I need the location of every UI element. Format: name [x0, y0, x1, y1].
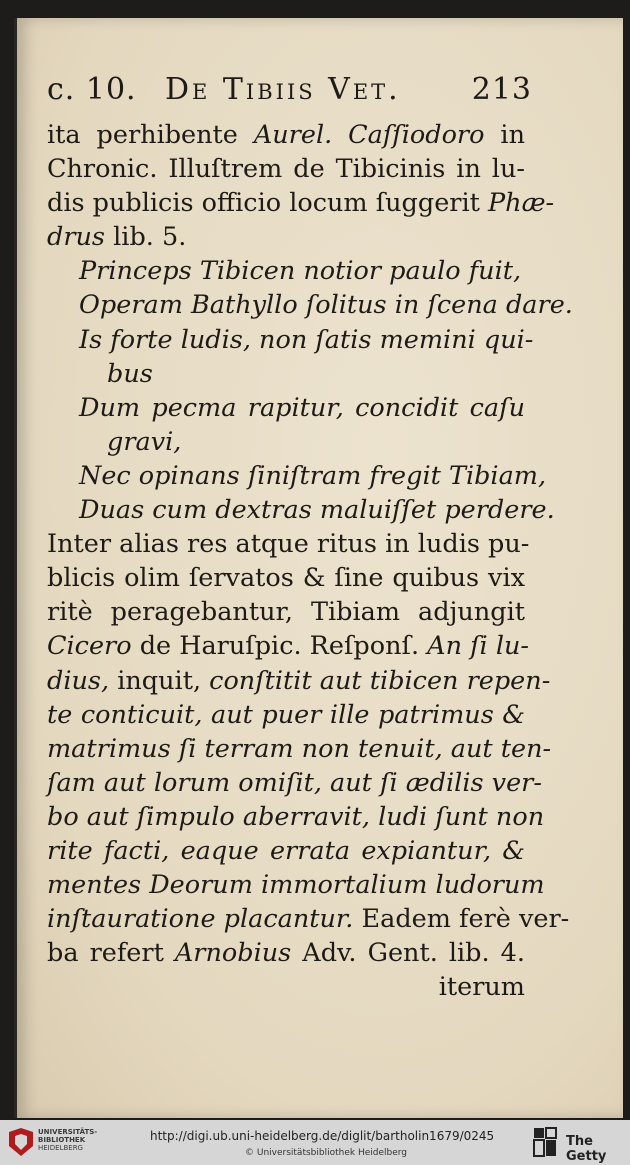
italic-text: Phæ- — [488, 188, 555, 219]
roman-text: Inter alias res atque ritus in ludis pu- — [47, 529, 530, 560]
italic-text: Princeps Tibicen notior paulo fuit, — [79, 256, 522, 287]
text-line — [47, 834, 525, 868]
italic-text: inſtauratione placantur. — [47, 904, 354, 935]
book-page — [14, 18, 623, 1118]
text-line — [47, 698, 525, 732]
text-line — [47, 288, 573, 322]
roman-text: iterum — [438, 972, 525, 1003]
italic-text: Duas cum dextras maluiſſet perdere. — [79, 495, 555, 526]
roman-text: dis publicis officio locum ſuggerit — [47, 188, 488, 219]
text-line — [47, 629, 530, 663]
italic-text: Is forte ludis, non ſatis memini qui- — [79, 324, 534, 355]
italic-text: gravi, — [107, 426, 182, 457]
roman-text: ritè peragebantur, Tibiam adjungit — [47, 597, 525, 628]
roman-text: inquit, — [109, 665, 210, 696]
text-line — [47, 868, 545, 902]
uni-line-1: UNIVERSITÄTS- — [38, 1128, 98, 1136]
university-name — [38, 1128, 97, 1152]
roman-text: de Haruſpic. Reſponſ. — [131, 631, 428, 662]
roman-text: lib. 5. — [105, 222, 187, 253]
text-line — [47, 459, 547, 493]
italic-text: dius, — [47, 665, 110, 696]
getty-label: The Getty — [566, 1134, 607, 1164]
italic-text: Cicero — [47, 631, 132, 662]
text-line — [47, 561, 525, 595]
text-line — [47, 186, 555, 220]
italic-text: ſam aut lorum omiſit, aut ſi ædilis ver- — [47, 767, 542, 798]
text-line — [47, 220, 525, 254]
text-line — [47, 664, 551, 698]
italic-text: Nec opinans ſiniſtram fregit Tibiam, — [79, 460, 547, 491]
roman-text: Adv. Gent. lib. 4. — [291, 938, 525, 969]
text-line — [47, 323, 534, 357]
text-line — [47, 493, 555, 527]
getty-logo-icon — [532, 1126, 558, 1158]
text-line — [47, 527, 530, 561]
running-title: De Tibiis Vet. — [165, 72, 401, 107]
roman-text: Eadem ferè ver- — [353, 904, 570, 935]
italic-text: matrimus ſi terram non tenuit, aut ten- — [47, 733, 552, 764]
roman-text: ba refert — [47, 938, 175, 969]
italic-text: bo aut ſimpulo aberravit, ludi ſunt non — [47, 801, 545, 832]
page-text — [47, 118, 573, 1004]
chapter-ref: c. 10. — [47, 72, 137, 107]
italic-text: rite facti, eaque errata expiantur, & — [47, 835, 525, 866]
italic-text: bus — [107, 358, 153, 389]
italic-text: Caſſiodoro — [348, 120, 485, 150]
roman-text — [332, 120, 348, 150]
text-line — [47, 732, 552, 766]
italic-text: te conticuit, aut puer ille patrimus & — [47, 699, 525, 730]
italic-text: Arnobius — [174, 938, 292, 969]
uni-line-3: HEIDELBERG — [38, 1144, 83, 1152]
permalink[interactable]: http://digi.ub.uni-heidelberg.de/diglit/bartholin1679/0245 — [150, 1129, 495, 1143]
roman-text: Chronic. Illuſtrem de Tibicinis in lu- — [47, 154, 525, 185]
italic-text: Aurel. — [253, 120, 333, 150]
page-number: 213 — [471, 72, 532, 107]
text-line — [47, 970, 525, 1004]
text-line — [47, 595, 525, 629]
university-logo-icon — [6, 1126, 36, 1158]
italic-text: An ſi lu- — [427, 631, 530, 662]
text-line — [47, 766, 542, 800]
text-line — [47, 254, 525, 288]
text-line — [47, 936, 525, 970]
italic-text: Dum pecma rapitur, concidit caſu — [79, 392, 525, 423]
text-line — [47, 152, 525, 186]
roman-text: ita perhibente — [47, 120, 254, 150]
italic-text: drus — [47, 222, 106, 253]
text-line — [47, 425, 525, 459]
running-header — [47, 72, 532, 116]
italic-text: Operam Bathyllo ſolitus in ſcena dare. — [79, 290, 573, 321]
uni-line-2: BIBLIOTHEK — [38, 1136, 86, 1144]
text-line — [47, 118, 525, 152]
text-line — [47, 902, 570, 936]
text-line — [47, 800, 545, 834]
text-line — [47, 357, 525, 391]
italic-text: conſtitit aut tibicen repen- — [209, 665, 551, 696]
copyright-notice: © Universitätsbibliothek Heidelberg — [245, 1148, 408, 1158]
viewer-footer — [0, 1120, 630, 1165]
roman-text: in — [484, 120, 525, 150]
roman-text: blicis olim ſervatos & ſine quibus vix — [47, 563, 525, 594]
text-line — [47, 391, 525, 425]
italic-text: mentes Deorum immortalium ludorum — [47, 870, 545, 901]
